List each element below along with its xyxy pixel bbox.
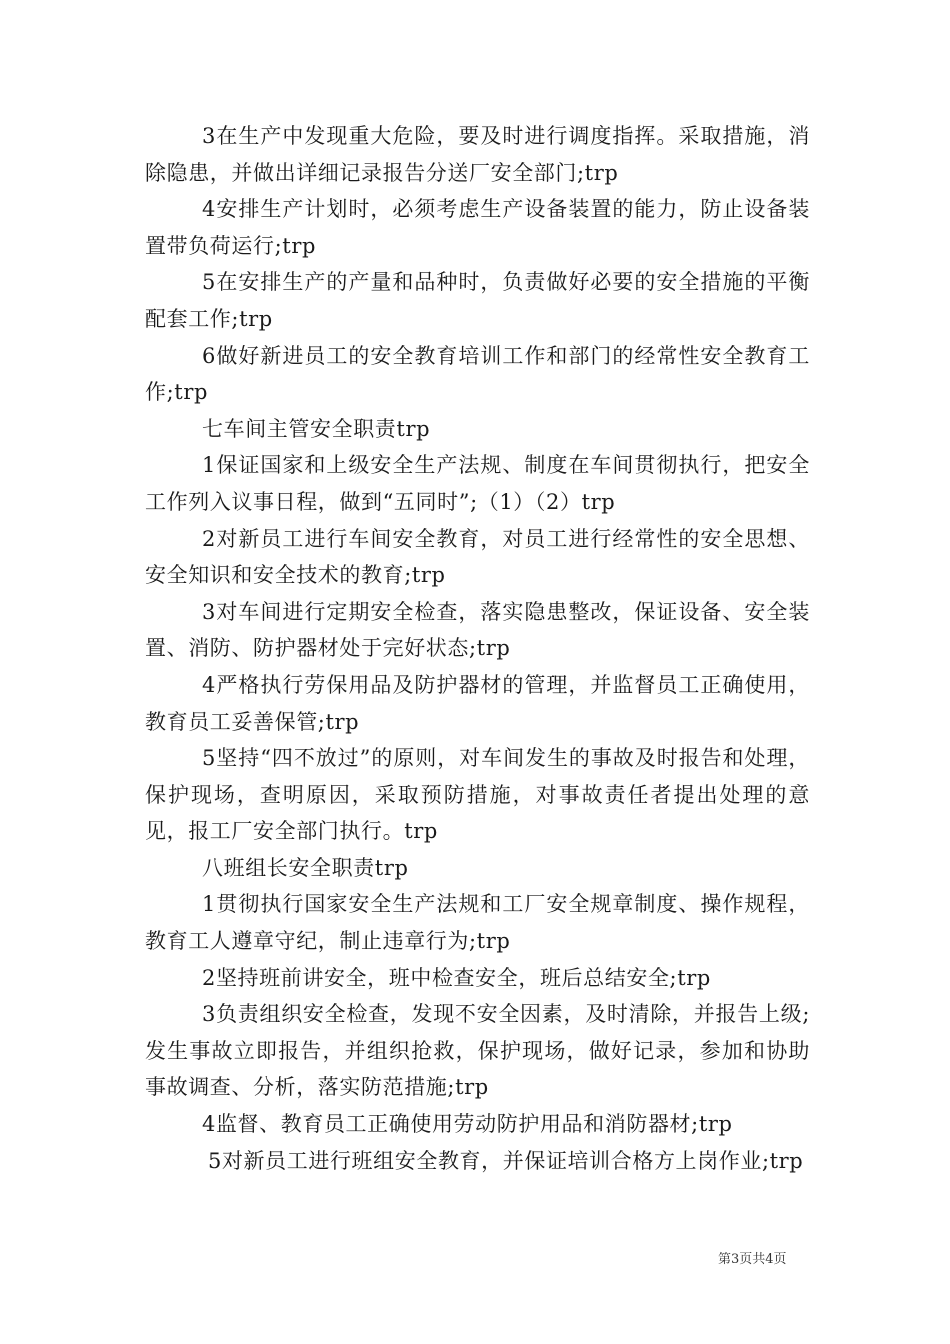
paragraph: 4安排生产计划时，必须考虑生产设备装置的能力，防止设备装置带负荷运行;trp — [145, 197, 810, 258]
document-body — [145, 118, 810, 1179]
paragraph: 1贯彻执行国家安全生产法规和工厂安全规章制度、操作规程，教育工人遵章守纪，制止违章行为;trp — [145, 892, 810, 954]
paragraph: 4监督、教育员工正确使用劳动防护用品和消防器材;trp — [202, 1112, 733, 1137]
paragraph: 2对新员工进行车间安全教育，对员工进行经常性的安全思想、安全知识和安全技术的教育;trp — [145, 526, 810, 588]
section-heading: 八班组长安全职责trp — [202, 855, 409, 880]
page-number: 第3页共4页 — [718, 1252, 787, 1267]
paragraph: 6做好新进员工的安全教育培训工作和部门的经常性安全教育工作;trp — [145, 343, 810, 405]
paragraph: 3对车间进行定期安全检查，落实隐患整改，保证设备、安全装置、消防、防护器材处于完好状态;trp — [145, 599, 810, 661]
paragraph: 3在生产中发现重大危险，要及时进行调度指挥。采取措施，消除隐患，并做出详细记录报告分送厂安全部门;trp — [145, 124, 810, 185]
paragraph: 1保证国家和上级安全生产法规、制度在车间贯彻执行，把安全工作列入议事日程，做到“五同时”;（1）（2）trp — [145, 453, 810, 514]
paragraph: 5在安排生产的产量和品种时，负责做好必要的安全措施的平衡配套工作;trp — [145, 270, 810, 331]
paragraph: 5坚持“四不放过”的原则，对车间发生的事故及时报告和处理，保护现场，查明原因，采取预防措施，对事故责任者提出处理的意见，报工厂安全部门执行。trp — [145, 746, 810, 844]
paragraph: 2坚持班前讲安全，班中检查安全，班后总结安全;trp — [202, 965, 711, 990]
paragraph: 5对新员工进行班组安全教育，并保证培训合格方上岗作业;trp — [208, 1148, 804, 1173]
paragraph: 3负责组织安全检查，发现不安全因素，及时清除，并报告上级;发生事故立即报告，并组织抢救，保护现场，做好记录，参加和协助事故调查、分析，落实防范措施;trp — [145, 1002, 810, 1100]
paragraph: 4严格执行劳保用品及防护器材的管理，并监督员工正确使用，教育员工妥善保管;trp — [145, 672, 810, 734]
section-heading: 七车间主管安全职责trp — [202, 416, 431, 441]
